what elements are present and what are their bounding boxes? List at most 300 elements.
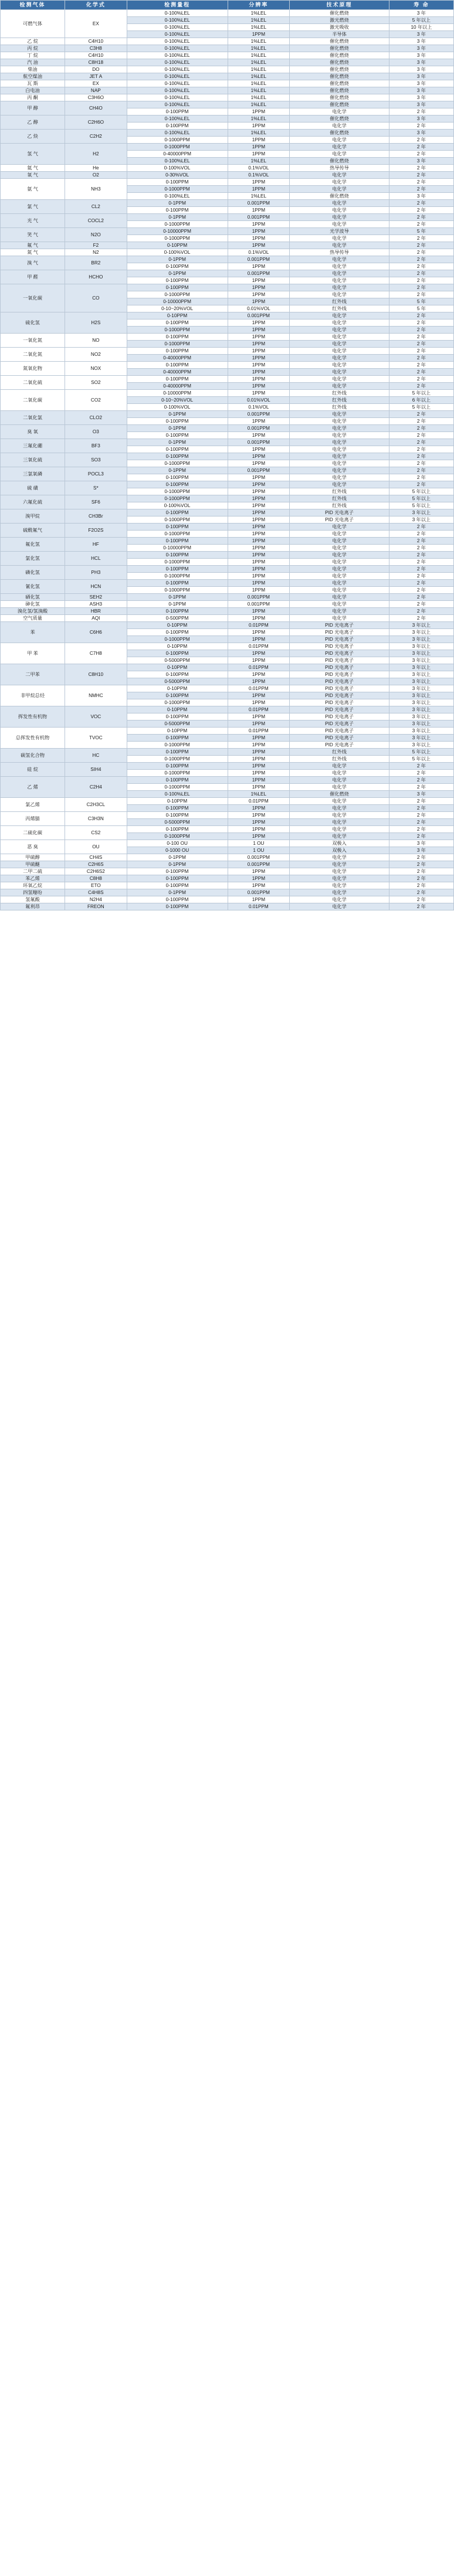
cell-technology: 催化燃烧 [290, 73, 389, 80]
cell-detection-range: 0-100%LEL [127, 31, 228, 38]
cell-resolution: 1PPM [228, 31, 290, 38]
cell-resolution: 1PPM [228, 699, 290, 706]
cell-resolution: 1PPM [228, 587, 290, 594]
column-header-gas: 检测气体 [1, 1, 65, 10]
cell-technology: 催化燃烧 [290, 66, 389, 73]
cell-life: 3 年以上 [389, 643, 453, 650]
table-row [1, 214, 454, 221]
cell-detection-range: 0-10PPM [127, 622, 228, 629]
cell-gas-name: 溴 气 [1, 256, 65, 270]
cell-chemical-formula: BF3 [65, 439, 127, 453]
cell-life: 2 年 [389, 474, 453, 481]
cell-resolution: 1PPM [228, 819, 290, 826]
cell-gas-name: 苯乙烯 [1, 875, 65, 882]
cell-life: 2 年 [389, 284, 453, 291]
cell-resolution: 1PPM [228, 179, 290, 186]
cell-detection-range: 0-100PPM [127, 524, 228, 531]
cell-technology: PID 光电离子 [290, 671, 389, 678]
cell-life: 2 年 [389, 376, 453, 383]
cell-resolution: 1PPM [228, 756, 290, 763]
cell-resolution: 1PPM [228, 144, 290, 151]
cell-resolution: 1PPM [228, 805, 290, 812]
cell-technology: 电化学 [290, 601, 389, 608]
cell-technology: 电化学 [290, 467, 389, 474]
cell-technology: 电化学 [290, 882, 389, 889]
cell-resolution: 1%LEL [228, 24, 290, 31]
cell-chemical-formula: NH3 [65, 179, 127, 200]
cell-technology: 催化燃烧 [290, 791, 389, 798]
cell-technology: 电化学 [290, 172, 389, 179]
cell-detection-range: 0-1000PPM [127, 587, 228, 594]
cell-life: 3 年以上 [389, 509, 453, 516]
table-row [1, 73, 454, 80]
cell-detection-range: 0-1000PPM [127, 742, 228, 749]
cell-resolution: 1PPM [228, 763, 290, 770]
cell-technology: PID 光电离子 [290, 657, 389, 664]
cell-chemical-formula: CH3Br [65, 509, 127, 524]
table-row [1, 777, 454, 784]
cell-detection-range: 0-100PPM [127, 179, 228, 186]
cell-life: 3 年 [389, 38, 453, 45]
cell-gas-name: 氯化氢 [1, 552, 65, 566]
cell-technology: 催化燃烧 [290, 59, 389, 66]
cell-life: 5 年 [389, 228, 453, 235]
cell-life: 3 年 [389, 59, 453, 66]
cell-chemical-formula: C2H6S [65, 861, 127, 868]
cell-detection-range: 0-100PPM [127, 418, 228, 425]
cell-resolution: 1PPM [228, 608, 290, 615]
cell-technology: 电化学 [290, 256, 389, 263]
cell-detection-range: 0-100%LEL [127, 193, 228, 200]
cell-gas-name: 恶 臭 [1, 840, 65, 854]
cell-life: 3 年以上 [389, 629, 453, 636]
cell-chemical-formula: O3 [65, 425, 127, 439]
cell-detection-range: 0-100PPM [127, 713, 228, 721]
cell-gas-name: 硫 磺 [1, 481, 65, 495]
cell-chemical-formula: POCL3 [65, 467, 127, 481]
table-row [1, 66, 454, 73]
cell-chemical-formula: C3H8 [65, 45, 127, 52]
cell-resolution: 0.01%VOL [228, 305, 290, 312]
cell-chemical-formula: C8H10 [65, 664, 127, 685]
cell-life: 3 年以上 [389, 713, 453, 721]
cell-technology: 电化学 [290, 179, 389, 186]
cell-resolution: 0.01PPM [228, 728, 290, 735]
cell-gas-name: 氟化氢 [1, 538, 65, 552]
table-row [1, 481, 454, 488]
cell-life: 2 年 [389, 249, 453, 256]
cell-gas-name: 氯 气 [1, 200, 65, 214]
cell-life: 3 年 [389, 840, 453, 847]
cell-gas-name: 丙烯腈 [1, 812, 65, 826]
cell-gas-name: 非甲烷总烃 [1, 685, 65, 706]
table-row [1, 861, 454, 868]
cell-gas-name: 二硫化碳 [1, 826, 65, 840]
cell-detection-range: 0-1PPM [127, 214, 228, 221]
cell-resolution: 1PPM [228, 151, 290, 158]
cell-resolution: 1PPM [228, 221, 290, 228]
cell-life: 2 年 [389, 432, 453, 439]
cell-technology: PID 光电离子 [290, 706, 389, 713]
cell-technology: 电化学 [290, 425, 389, 432]
cell-chemical-formula: HCHO [65, 270, 127, 284]
cell-resolution: 1PPM [228, 566, 290, 573]
cell-resolution: 1PPM [228, 552, 290, 559]
cell-detection-range: 0-100PPM [127, 334, 228, 341]
cell-life: 2 年 [389, 559, 453, 566]
cell-gas-name: 汽 油 [1, 59, 65, 66]
cell-technology: 电化学 [290, 376, 389, 383]
cell-detection-range: 0-5000PPM [127, 819, 228, 826]
cell-technology: 电化学 [290, 383, 389, 390]
cell-chemical-formula: FREON [65, 903, 127, 910]
cell-detection-range: 0-100%LEL [127, 66, 228, 73]
table-row [1, 242, 454, 249]
cell-detection-range: 0-100PPM [127, 868, 228, 875]
cell-life: 5 年 [389, 298, 453, 305]
cell-resolution: 1PPM [228, 545, 290, 552]
cell-life: 5 年以上 [389, 502, 453, 509]
cell-resolution: 1PPM [228, 348, 290, 355]
table-row [1, 165, 454, 172]
cell-life: 2 年 [389, 453, 453, 460]
cell-life: 3 年 [389, 193, 453, 200]
cell-detection-range: 0-100PPM [127, 763, 228, 770]
cell-technology: 电化学 [290, 312, 389, 320]
cell-resolution: 0.1%VOL [228, 404, 290, 411]
cell-technology: 热导传导 [290, 165, 389, 172]
cell-detection-range: 0-40000PPM [127, 369, 228, 376]
cell-detection-range: 0-100%LEL [127, 101, 228, 108]
cell-technology: 电化学 [290, 875, 389, 882]
cell-detection-range: 0-100PPM [127, 552, 228, 559]
cell-chemical-formula: He [65, 165, 127, 172]
cell-chemical-formula: OU [65, 840, 127, 854]
cell-detection-range: 0-10~20%VOL [127, 305, 228, 312]
cell-detection-range: 0-40000PPM [127, 151, 228, 158]
cell-technology: 电化学 [290, 798, 389, 805]
cell-gas-name: 乙 醇 [1, 115, 65, 130]
cell-detection-range: 0-5000PPM [127, 657, 228, 664]
cell-detection-range: 0-1000PPM [127, 137, 228, 144]
cell-detection-range: 0-1000PPM [127, 531, 228, 538]
cell-resolution: 0.001PPM [228, 889, 290, 896]
cell-chemical-formula: SIH4 [65, 763, 127, 777]
cell-chemical-formula: N2O [65, 228, 127, 242]
cell-resolution: 1PPM [228, 488, 290, 495]
cell-chemical-formula: ETO [65, 882, 127, 889]
cell-technology: 催化燃烧 [290, 38, 389, 45]
cell-chemical-formula: C7H8 [65, 643, 127, 664]
cell-resolution: 1%LEL [228, 45, 290, 52]
cell-resolution: 0.001PPM [228, 594, 290, 601]
cell-life: 2 年 [389, 573, 453, 580]
table-row [1, 87, 454, 94]
cell-detection-range: 0-100PPM [127, 805, 228, 812]
cell-life: 2 年 [389, 566, 453, 573]
cell-detection-range: 0-100PPM [127, 629, 228, 636]
cell-detection-range: 0-10PPM [127, 312, 228, 320]
cell-gas-name: 总挥发性有机物 [1, 728, 65, 749]
cell-detection-range: 0-100%LEL [127, 24, 228, 31]
cell-chemical-formula: C2H2 [65, 130, 127, 144]
cell-life: 2 年 [389, 861, 453, 868]
cell-resolution: 1PPM [228, 137, 290, 144]
cell-gas-name: 三氟化硼 [1, 439, 65, 453]
table-row [1, 362, 454, 369]
cell-technology: 电化学 [290, 826, 389, 833]
cell-technology: 电化学 [290, 854, 389, 861]
cell-technology: 电化学 [290, 277, 389, 284]
cell-resolution: 0.1%VOL [228, 172, 290, 179]
cell-detection-range: 0-1000PPM [127, 516, 228, 524]
cell-life: 2 年 [389, 826, 453, 833]
cell-detection-range: 0-1PPM [127, 601, 228, 608]
cell-technology: 电化学 [290, 763, 389, 770]
cell-life: 3 年以上 [389, 685, 453, 692]
table-row [1, 580, 454, 587]
cell-technology: 电化学 [290, 474, 389, 481]
cell-gas-name: 三氧化硫 [1, 453, 65, 467]
table-row [1, 249, 454, 256]
cell-technology: 热导传导 [290, 249, 389, 256]
cell-gas-name: 二氧化碳 [1, 390, 65, 411]
cell-technology: PID 光电离子 [290, 629, 389, 636]
cell-chemical-formula: CS2 [65, 826, 127, 840]
cell-gas-name: 硒化氢 [1, 594, 65, 601]
table-row [1, 115, 454, 123]
cell-gas-name: 甲硫醚 [1, 861, 65, 868]
cell-detection-range: 0-1000 OU [127, 847, 228, 854]
cell-resolution: 1PPM [228, 531, 290, 538]
cell-gas-name: 二氧化氮 [1, 348, 65, 362]
cell-life: 2 年 [389, 418, 453, 425]
cell-life: 2 年 [389, 425, 453, 432]
cell-chemical-formula: NO [65, 334, 127, 348]
cell-life: 3 年以上 [389, 664, 453, 671]
cell-technology: 电化学 [290, 784, 389, 791]
cell-technology: PID 光电离子 [290, 742, 389, 749]
cell-technology: 双极入 [290, 847, 389, 854]
cell-life: 3 年 [389, 87, 453, 94]
cell-gas-name: 氯乙烯 [1, 798, 65, 812]
cell-resolution: 0.01PPM [228, 622, 290, 629]
cell-detection-range: 0-1PPM [127, 861, 228, 868]
cell-chemical-formula: CLO2 [65, 411, 127, 425]
cell-life: 2 年 [389, 172, 453, 179]
cell-resolution: 1PPM [228, 123, 290, 130]
cell-gas-name: 环氧乙烷 [1, 882, 65, 889]
cell-resolution: 1PPM [228, 573, 290, 580]
cell-detection-range: 0-100PPM [127, 608, 228, 615]
cell-technology: 电化学 [290, 221, 389, 228]
cell-detection-range: 0-1000PPM [127, 756, 228, 763]
cell-life: 3 年 [389, 80, 453, 87]
cell-technology: 电化学 [290, 889, 389, 896]
cell-life: 2 年 [389, 439, 453, 446]
cell-life: 2 年 [389, 763, 453, 770]
table-row [1, 728, 454, 735]
cell-chemical-formula: COCL2 [65, 214, 127, 228]
cell-detection-range: 0-1PPM [127, 439, 228, 446]
cell-technology: 电化学 [290, 545, 389, 552]
table-row [1, 45, 454, 52]
cell-gas-name: 硫化氢 [1, 312, 65, 334]
table-row [1, 685, 454, 692]
cell-life: 2 年 [389, 383, 453, 390]
cell-technology: 电化学 [290, 411, 389, 418]
cell-chemical-formula: PH3 [65, 566, 127, 580]
cell-technology: 电化学 [290, 460, 389, 467]
cell-technology: 电化学 [290, 334, 389, 341]
table-row [1, 524, 454, 531]
cell-life: 3 年 [389, 45, 453, 52]
column-header-life: 寿 命 [389, 1, 453, 10]
cell-resolution: 1PPM [228, 418, 290, 425]
cell-gas-name: 氢 气 [1, 144, 65, 165]
cell-resolution: 1PPM [228, 390, 290, 397]
cell-detection-range: 0-1000PPM [127, 833, 228, 840]
cell-detection-range: 0-100%LEL [127, 17, 228, 24]
cell-resolution: 1PPM [228, 826, 290, 833]
cell-gas-name: 氮氧化物 [1, 362, 65, 376]
cell-resolution: 0.001PPM [228, 214, 290, 221]
cell-life: 3 年 [389, 94, 453, 101]
cell-technology: 电化学 [290, 453, 389, 460]
cell-detection-range: 0-1PPM [127, 425, 228, 432]
cell-detection-range: 0-1000PPM [127, 144, 228, 151]
cell-resolution: 1PPM [228, 474, 290, 481]
table-row [1, 101, 454, 108]
cell-detection-range: 0-100PPM [127, 207, 228, 214]
column-header-range: 检测量程 [127, 1, 228, 10]
cell-life: 2 年 [389, 108, 453, 115]
cell-resolution: 1PPM [228, 186, 290, 193]
cell-life: 2 年 [389, 812, 453, 819]
cell-technology: 电化学 [290, 777, 389, 784]
cell-detection-range: 0-100PPM [127, 650, 228, 657]
cell-life: 2 年 [389, 151, 453, 158]
cell-life: 2 年 [389, 805, 453, 812]
cell-life: 2 年 [389, 207, 453, 214]
cell-detection-range: 0-100PPM [127, 826, 228, 833]
cell-resolution: 0.001PPM [228, 312, 290, 320]
table-row [1, 601, 454, 608]
cell-life: 3 年以上 [389, 692, 453, 699]
table-row [1, 228, 454, 235]
cell-life: 2 年 [389, 868, 453, 875]
cell-resolution: 1PPM [228, 580, 290, 587]
table-row [1, 763, 454, 770]
cell-chemical-formula: N2 [65, 249, 127, 256]
cell-gas-name: 甲 苯 [1, 643, 65, 664]
cell-life: 3 年 [389, 158, 453, 165]
cell-resolution: 1PPM [228, 355, 290, 362]
cell-detection-range: 0-100PPM [127, 376, 228, 383]
cell-resolution: 1PPM [228, 749, 290, 756]
cell-gas-name: 硫酰氟气 [1, 524, 65, 538]
cell-detection-range: 0-1PPM [127, 256, 228, 263]
cell-resolution: 1%LEL [228, 52, 290, 59]
cell-gas-name: 氧 气 [1, 172, 65, 179]
cell-technology: 电化学 [290, 186, 389, 193]
cell-gas-name: 二甲二硫 [1, 868, 65, 875]
cell-detection-range: 0-100PPM [127, 671, 228, 678]
cell-technology: 电化学 [290, 263, 389, 270]
cell-chemical-formula: HCN [65, 580, 127, 594]
cell-life: 5 年以上 [389, 749, 453, 756]
cell-technology: 电化学 [290, 242, 389, 249]
cell-detection-range: 0-1000PPM [127, 699, 228, 706]
table-row [1, 390, 454, 397]
cell-life: 2 年 [389, 165, 453, 172]
cell-chemical-formula: EX [65, 10, 127, 38]
cell-life: 5 年以上 [389, 488, 453, 495]
cell-life: 2 年 [389, 186, 453, 193]
cell-resolution: 1PPM [228, 735, 290, 742]
table-row [1, 80, 454, 87]
cell-life: 2 年 [389, 524, 453, 531]
cell-detection-range: 0-1PPM [127, 889, 228, 896]
cell-technology: 红外线 [290, 298, 389, 305]
cell-gas-name: 甲硫醇 [1, 854, 65, 861]
cell-resolution: 1PPM [228, 784, 290, 791]
cell-resolution: 0.001PPM [228, 270, 290, 277]
table-row [1, 643, 454, 650]
cell-gas-name: 乙 炔 [1, 130, 65, 144]
cell-life: 3 年 [389, 10, 453, 17]
table-row [1, 826, 454, 833]
cell-technology: 半导体 [290, 31, 389, 38]
cell-gas-name: 二氧化硫 [1, 376, 65, 390]
table-row [1, 179, 454, 186]
cell-life: 2 年 [389, 369, 453, 376]
cell-resolution: 1PPM [228, 692, 290, 699]
cell-resolution: 0.1%VOL [228, 165, 290, 172]
cell-detection-range: 0-100PPM [127, 453, 228, 460]
cell-technology: 催化燃烧 [290, 80, 389, 87]
table-row [1, 840, 454, 847]
cell-life: 2 年 [389, 601, 453, 608]
cell-detection-range: 0-10PPM [127, 685, 228, 692]
cell-life: 5 年 [389, 305, 453, 312]
cell-chemical-formula: O2 [65, 172, 127, 179]
cell-gas-name: 乙 烯 [1, 777, 65, 798]
table-row [1, 172, 454, 179]
table-row [1, 334, 454, 341]
cell-life: 5 年以上 [389, 495, 453, 502]
cell-life: 2 年 [389, 777, 453, 784]
table-row [1, 509, 454, 516]
cell-detection-range: 0-5000PPM [127, 678, 228, 685]
cell-detection-range: 0-1000PPM [127, 235, 228, 242]
cell-gas-name: 硅 烷 [1, 763, 65, 777]
cell-chemical-formula: HBR [65, 608, 127, 615]
cell-technology: 催化燃烧 [290, 87, 389, 94]
cell-life: 2 年 [389, 819, 453, 826]
cell-life: 3 年 [389, 791, 453, 798]
cell-chemical-formula: CH4O [65, 101, 127, 115]
cell-resolution: 1 OU [228, 847, 290, 854]
cell-technology: PID 光电离子 [290, 650, 389, 657]
cell-technology: 红外线 [290, 749, 389, 756]
table-row [1, 130, 454, 137]
cell-life: 2 年 [389, 137, 453, 144]
cell-gas-name: 空气质量 [1, 615, 65, 622]
table-row [1, 348, 454, 355]
cell-life: 2 年 [389, 320, 453, 327]
table-row [1, 875, 454, 882]
